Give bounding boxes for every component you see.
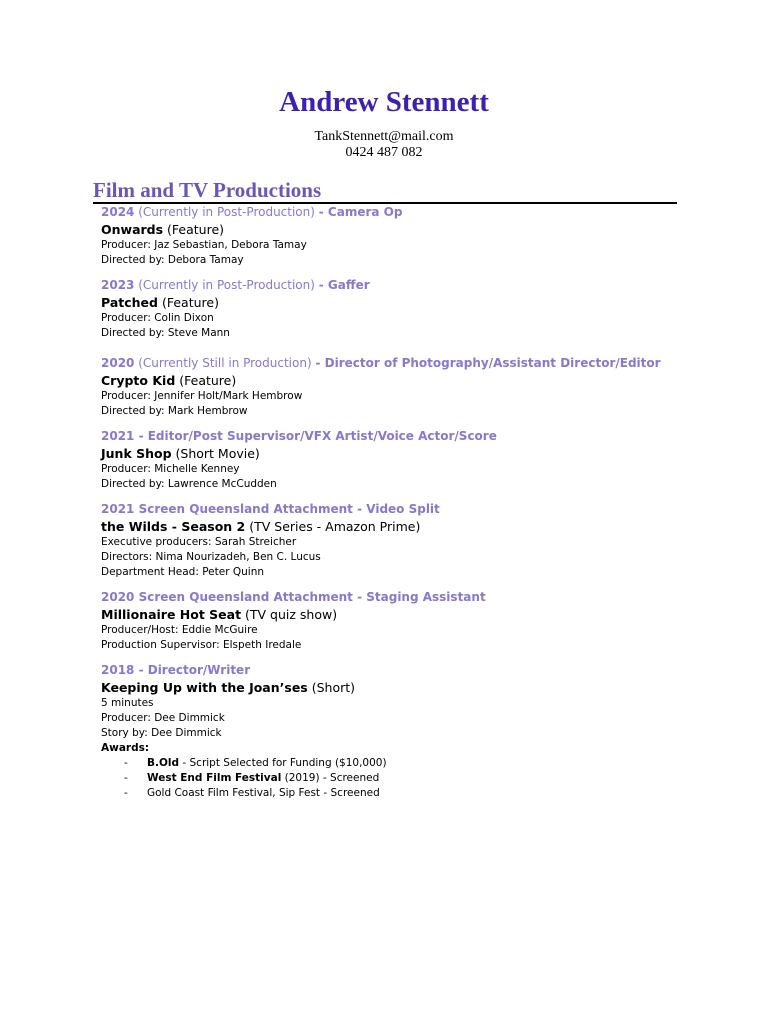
entry-director: Directed by: Mark Hembrow [101,405,248,417]
production-list [101,205,721,811]
entry-heading-text: 2021 Screen Queensland Attachment - Video Split [101,502,440,516]
section-divider [93,202,677,204]
entry-year: 2024 [101,205,135,219]
entry-department-head: Department Head: Peter Quinn [101,566,265,578]
entry-type: (Feature) [157,295,219,310]
entry-heading-text: 2020 Screen Queensland Attachment - Staging Assistant [101,590,486,604]
entry-status: (Currently in Post-Production) [134,278,319,292]
entry-producer: Producer: Dee Dimmick [101,712,225,724]
bullet-dash: - [124,787,128,799]
entry-title-name: Onwards [101,222,164,237]
entry-title-name: Season 2 [181,519,246,534]
entry-producer-host: Producer/Host: Eddie McGuire [101,624,258,636]
entry-director: Directed by: Steve Mann [101,327,230,339]
award-name: B.Old [147,757,180,769]
production-entry-the-wilds [101,502,721,580]
awards-label: Awards: [101,742,150,754]
section-title: Film and TV Productions [93,178,322,202]
entry-title-name: Millionaire Hot Seat [101,607,242,622]
entry-producer: Producer: Jaz Sebastian, Debora Tamay [101,239,307,251]
entry-heading [101,663,721,678]
entry-heading [101,278,721,293]
entry-heading [101,205,721,220]
entry-year: 2020 [101,356,135,370]
entry-year: 2023 [101,278,135,292]
entry-title-name: Keeping Up with the Joan’ses [101,680,308,695]
awards-list [101,756,721,801]
entry-type: (TV Series - Amazon Prime) [245,519,421,534]
entry-director: Directed by: Debora Tamay [101,254,244,266]
production-entry-patched [101,278,721,341]
production-entry-keeping-up [101,663,721,801]
production-entry-millionaire-hot-seat [101,590,721,653]
entry-title [101,445,721,462]
entry-heading [101,429,721,444]
entry-type: (Short) [307,680,356,695]
entry-title [101,606,721,623]
award-name: West End Film Festival [147,772,282,784]
entry-type: (Feature) [163,222,225,237]
award-detail: Gold Coast Film Festival, Sip Fest - Screened [147,787,380,799]
entry-director: Directed by: Lawrence McCudden [101,478,277,490]
email-link[interactable]: TankStennett@mail.com [314,129,454,144]
entry-title-name: Junk Shop [101,446,172,461]
entry-title-name: Patched [101,295,158,310]
entry-production-supervisor: Production Supervisor: Elspeth Iredale [101,639,302,651]
entry-title [101,294,721,311]
award-item [101,756,721,771]
entry-duration: 5 minutes [101,697,154,709]
bullet-dash: - [124,772,128,784]
entry-exec-producers: Executive producers: Sarah Streicher [101,536,297,548]
entry-type: (Feature) [175,373,237,388]
entry-title-name: Crypto Kid [101,373,176,388]
entry-directors: Directors: Nima Nourizadeh, Ben C. Lucus [101,551,321,563]
entry-heading-text: 2018 - Director/Writer [101,663,251,677]
entry-heading [101,356,721,371]
award-detail: (2019) - Screened [281,772,380,784]
entry-heading [101,502,721,517]
entry-story-by: Story by: Dee Dimmick [101,727,222,739]
entry-title [101,372,721,389]
entry-role: - Director of Photography/Assistant Director/Editor [315,356,661,370]
entry-producer: Producer: Michelle Kenney [101,463,240,475]
production-entry-onwards [101,205,721,268]
contact-block [0,129,768,161]
entry-title [101,221,721,238]
bullet-dash: - [124,757,128,769]
entry-title-show: the Wilds - [101,519,182,534]
production-entry-junk-shop [101,429,721,492]
entry-status: (Currently Still in Production) [134,356,316,370]
award-item [101,771,721,786]
entry-producer: Producer: Colin Dixon [101,312,214,324]
entry-heading [101,590,721,605]
entry-type: (TV quiz show) [241,607,338,622]
phone-number: 0424 487 082 [345,145,423,160]
entry-status: (Currently in Post-Production) [134,205,319,219]
award-detail: - Script Selected for Funding ($10,000) [179,757,387,769]
entry-type: (Short Movie) [171,446,260,461]
entry-producer: Producer: Jennifer Holt/Mark Hembrow [101,390,303,402]
award-item [101,786,721,801]
entry-title [101,679,721,696]
resume-name: Andrew Stennett [279,86,489,118]
entry-role: - Gaffer [318,278,370,292]
entry-heading-text: 2021 - Editor/Post Supervisor/VFX Artist/Voice Actor/Score [101,429,497,443]
production-entry-crypto-kid [101,356,721,419]
entry-title [101,518,721,535]
entry-role: - Camera Op [318,205,403,219]
